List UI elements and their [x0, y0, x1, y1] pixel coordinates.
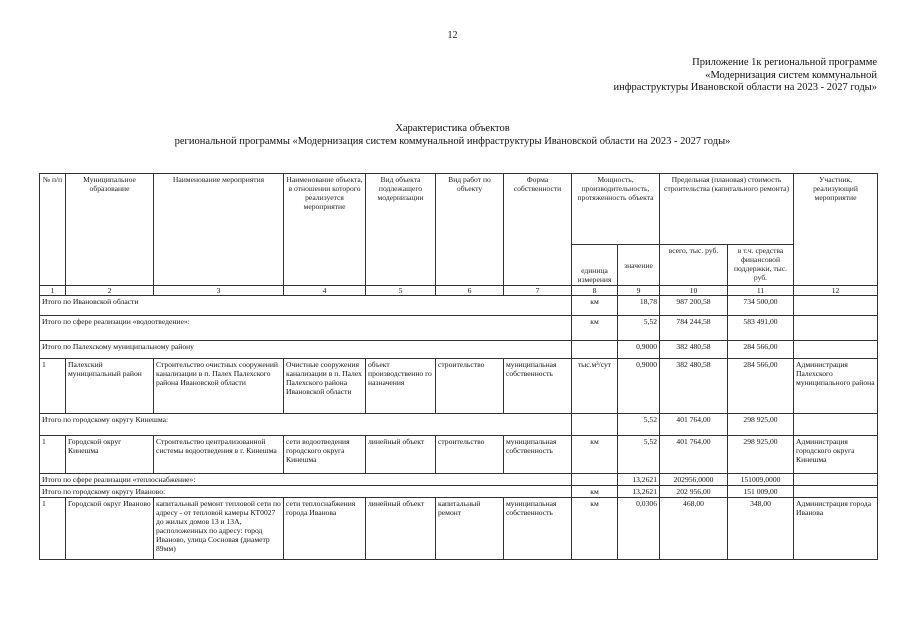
row-cost: 468,00 [660, 498, 728, 560]
total-unit [572, 341, 618, 359]
row-work-type: строительство [436, 359, 504, 414]
column-number: 7 [504, 286, 572, 296]
column-number: 3 [154, 286, 284, 296]
header-measure: Наименование мероприятия [154, 174, 284, 286]
title-line: региональной программы «Модернизация систем коммунальной инфраструктуры Ивановской области на 2023 - 2027 годы» [174, 136, 731, 147]
row-value: 0,9000 [618, 359, 660, 414]
column-number: 6 [436, 286, 504, 296]
row-measure: Строительство централизованной системы водоотведения в г. Кинешма [154, 436, 284, 474]
column-number: 9 [618, 286, 660, 296]
header-ownership: Форма собственности [504, 174, 572, 286]
document-title [0, 122, 905, 148]
total-cost: 382 480,58 [660, 341, 728, 359]
row-measure: Строительство очистных сооружений канализации в п. Палех Палехского района Ивановской области [154, 359, 284, 414]
total-fund: 151 009,00 [728, 486, 794, 498]
row-object-name: сети водоотведения городского округа Кинешма [284, 436, 366, 474]
header-participant: Участник, реализующий мероприятие [794, 174, 878, 286]
total-fund: 298 925,00 [728, 414, 794, 436]
row-municipality: Городской округ Кинешма [66, 436, 154, 474]
row-num: 1 [40, 498, 66, 560]
total-label: Итого по городскому округу Иваново: [40, 486, 572, 498]
total-unit [572, 474, 618, 486]
total-row [40, 296, 878, 316]
row-ownership: муниципальная собственность [504, 498, 572, 560]
row-participant: Администрация городского округа Кинешма [794, 436, 878, 474]
object-row [40, 359, 878, 414]
row-fund: 284 566,00 [728, 359, 794, 414]
total-cost: 784 244,58 [660, 316, 728, 341]
header-work-type: Вид работ по объекту [436, 174, 504, 286]
total-value: 5,52 [618, 414, 660, 436]
row-ownership: муниципальная собственность [504, 436, 572, 474]
empty-cell [794, 486, 878, 498]
row-municipality: Палехский муниципальный район [66, 359, 154, 414]
total-label: Итого по Палехскому муниципальному району [40, 341, 572, 359]
appendix-line: инфраструктуры Ивановской области на 2023 - 2027 годы» [613, 82, 877, 93]
row-object-type: линейный объект [366, 436, 436, 474]
row-value: 0,0306 [618, 498, 660, 560]
column-number: 4 [284, 286, 366, 296]
row-unit: тыс.м³/сут [572, 359, 618, 414]
row-object-type: линейный объект [366, 498, 436, 560]
row-unit: км [572, 436, 618, 474]
total-row [40, 316, 878, 341]
row-object-name: сети теплоснабжения города Иванова [284, 498, 366, 560]
total-row [40, 414, 878, 436]
header-cost-fund: в т.ч. средства финансовой поддержки, тыс. руб. [728, 245, 794, 286]
header-cost: Предельная (плановая) стоимость строительства (капитального ремонта) [660, 174, 794, 245]
appendix-note [614, 57, 877, 95]
row-ownership: муниципальная собственность [504, 359, 572, 414]
total-unit: км [572, 316, 618, 341]
row-fund: 298 925,00 [728, 436, 794, 474]
row-participant: Администрация Палехского муниципального района [794, 359, 878, 414]
total-row [40, 474, 878, 486]
total-cost: 401 764,00 [660, 414, 728, 436]
column-number: 5 [366, 286, 436, 296]
column-number: 2 [66, 286, 154, 296]
appendix-line: «Модернизация систем коммунальной [705, 69, 877, 81]
row-participant: Администрация города Иванова [794, 498, 878, 560]
empty-cell [794, 414, 878, 436]
total-cost: 202 956,00 [660, 486, 728, 498]
total-label: Итого по сфере реализации «водоотведение»: [40, 316, 572, 341]
total-value: 18,78 [618, 296, 660, 316]
title-line: Характеристика объектов [395, 123, 510, 134]
header-capacity: Мощность, производительность, протяженность объекта [572, 174, 660, 245]
row-cost: 401 764,00 [660, 436, 728, 474]
header-municipality: Муниципальное образование [66, 174, 154, 286]
row-cost: 382 480,58 [660, 359, 728, 414]
total-unit [572, 414, 618, 436]
row-measure: капитальный ремонт тепловой сети по адресу - от тепловой камеры КТ0027 до жилых домов 13 и 13А, расположенных по адресу: город Иваново, улица Сосновая (диаметр 89мм) [154, 498, 284, 560]
row-unit: км [572, 498, 618, 560]
total-value: 0,9000 [618, 341, 660, 359]
row-num: 1 [40, 359, 66, 414]
object-row [40, 436, 878, 474]
total-row [40, 341, 878, 359]
header-value: значение [618, 245, 660, 286]
row-fund: 348,00 [728, 498, 794, 560]
row-work-type: капитальный ремонт [436, 498, 504, 560]
column-number: 1 [40, 286, 66, 296]
total-label: Итого по сфере реализации «теплоснабжение»: [40, 474, 572, 486]
empty-cell [794, 316, 878, 341]
total-value: 13,2621 [618, 486, 660, 498]
total-fund: 734 500,00 [728, 296, 794, 316]
object-row [40, 498, 878, 560]
column-number: 11 [728, 286, 794, 296]
column-number: 10 [660, 286, 728, 296]
header-unit: единица измерения [572, 245, 618, 286]
header-num: № п/п [40, 174, 66, 286]
page-number: 12 [447, 30, 458, 41]
total-cost: 202956,0000 [660, 474, 728, 486]
total-fund: 583 491,00 [728, 316, 794, 341]
column-number: 8 [572, 286, 618, 296]
total-label: Итого по городскому округу Кинешма: [40, 414, 572, 436]
total-unit: км [572, 486, 618, 498]
row-num: 1 [40, 436, 66, 474]
total-unit: км [572, 296, 618, 316]
row-work-type: строительство [436, 436, 504, 474]
objects-table [39, 173, 878, 560]
empty-cell [794, 341, 878, 359]
row-object-type: объект производственно го назначения [366, 359, 436, 414]
row-object-name: Очистные сооружения канализации в п. Палех Палехского района Ивановской области [284, 359, 366, 414]
appendix-line: Приложение 1к региональной программе [692, 57, 877, 68]
total-row [40, 486, 878, 498]
total-cost: 987 200,58 [660, 296, 728, 316]
column-number: 12 [794, 286, 878, 296]
empty-cell [794, 296, 878, 316]
total-fund: 284 566,00 [728, 341, 794, 359]
header-object-type: Вид объекта подлежащего модернизации [366, 174, 436, 286]
total-label: Итого по Ивановской области [40, 296, 572, 316]
total-value: 13,2621 [618, 474, 660, 486]
row-municipality: Городской округ Иваново [66, 498, 154, 560]
empty-cell [794, 474, 878, 486]
total-value: 5,52 [618, 316, 660, 341]
total-fund: 151009,0000 [728, 474, 794, 486]
row-value: 5,52 [618, 436, 660, 474]
header-object-name: Наименование объекта, в отношении которого реализуется мероприятие [284, 174, 366, 286]
header-cost-total: всего, тыс. руб. [660, 245, 728, 286]
